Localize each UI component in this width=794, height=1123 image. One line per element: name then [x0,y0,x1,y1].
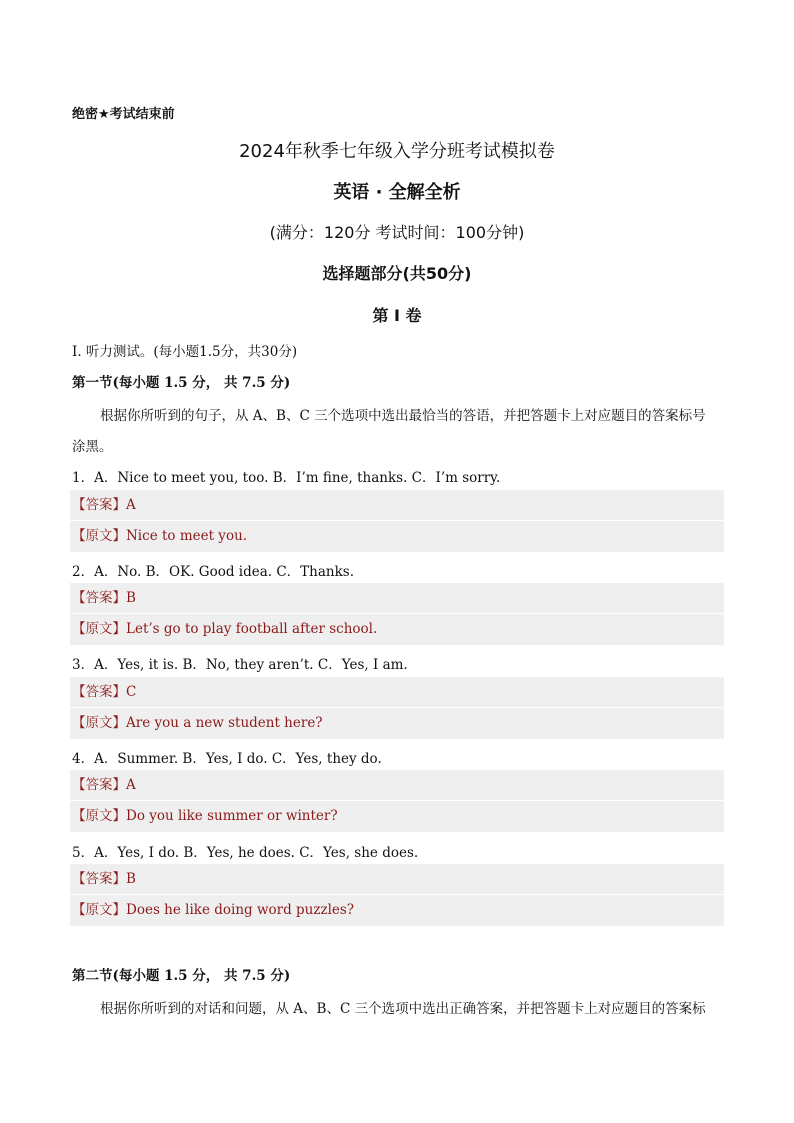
question-stem: 1．A．Nice to meet you, too. B．I’m fine, thanks. C．I’m sorry. [72,470,501,486]
section2-instruction: 根据你所听到的对话和问题，从 A、B、C 三个选项中选出正确答案，并把答题卡上对应题目的答案标 [100,1001,706,1017]
part1-title: Ⅰ. 听力测试。(每小题1.5分，共30分) [72,344,298,360]
original-text: 【原文】Does he like doing word puzzles? [72,902,355,918]
original-text: 【原文】Do you like summer or winter? [72,808,338,824]
volume-title: 第 I 卷 [372,306,422,325]
section1-title: 第一节(每小题 1.5 分， 共 7.5 分) [72,375,291,391]
question-stem: 4．A．Summer. B．Yes, I do. C．Yes, they do. [72,751,382,767]
answer-block [70,583,724,645]
section2-title: 第二节(每小题 1.5 分， 共 7.5 分) [72,968,291,984]
answer-text: 【答案】A [72,497,136,513]
question-stem: 5．A．Yes, I do. B．Yes, he does. C．Yes, she does. [72,845,419,861]
question-stem: 2．A．No. B．OK. Good idea. C．Thanks. [72,564,355,580]
original-text: 【原文】Are you a new student here? [72,715,323,731]
question-stem: 3．A．Yes, it is. B．No, they aren’t. C．Yes, I am. [72,657,408,673]
answer-text: 【答案】B [72,590,136,606]
choice-section-title: 选择题部分(共50分) [322,264,472,283]
answer-block [70,677,724,739]
answer-text: 【答案】A [72,777,136,793]
score-time-info: (满分：120分 考试时间：100分钟) [269,223,525,242]
exam-subtitle: 英语 · 全解全析 [333,182,461,203]
section1-instruction: 根据你所听到的句子，从 A、B、C 三个选项中选出最恰当的答语，并把答题卡上对应题目的答案标号 [100,408,706,424]
answer-text: 【答案】C [72,684,137,700]
original-text: 【原文】Let’s go to play football after school. [72,621,378,637]
section1-instruction-cont: 涂黑。 [72,439,113,455]
answer-block [70,864,724,926]
answer-block [70,490,724,552]
exam-title: 2024年秋季七年级入学分班考试模拟卷 [239,141,555,162]
answer-text: 【答案】B [72,871,136,887]
answer-block [70,770,724,832]
secret-label: 绝密★考试结束前 [72,107,175,122]
original-text: 【原文】Nice to meet you. [72,528,248,544]
